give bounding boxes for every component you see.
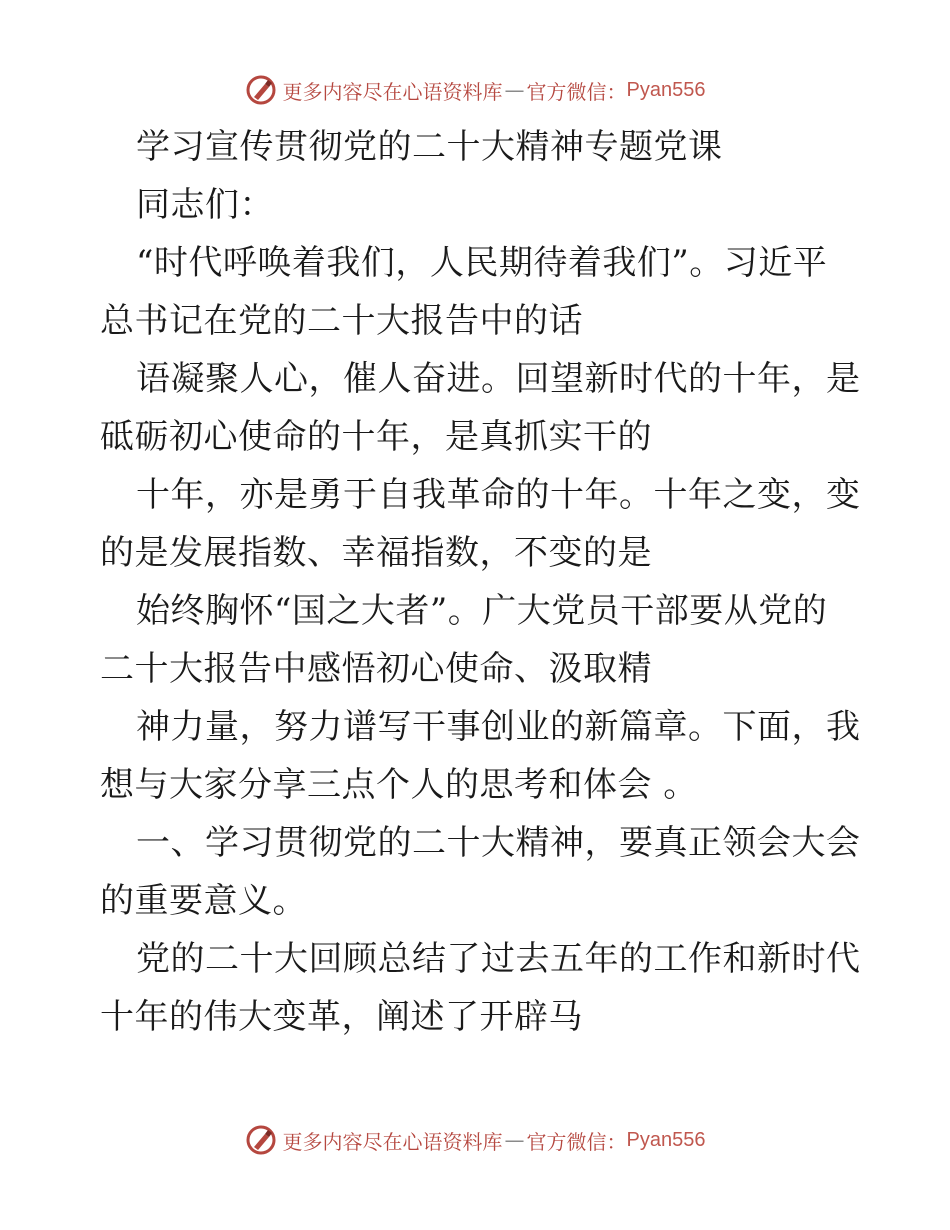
watermark-text: 更多内容尽在心语资料库 [282, 1129, 503, 1154]
document-title: 学习宣传贯彻党的二十大精神专题党课 [136, 127, 723, 167]
text-line: 总书记在党的二十大报告中的话 [100, 301, 583, 341]
text-line: “时代呼唤着我们，人民期待着我们”。习近平 [136, 243, 828, 283]
text-line: 的重要意义。 [100, 881, 307, 921]
text-line: 十年，亦是勇于自我革命的十年。十年之变，变 [136, 475, 861, 515]
footer-watermark [0, 1120, 950, 1160]
text-line: 语凝聚人心，催人奋进。回望新时代的十年，是 [136, 359, 861, 399]
text-line: 的是发展指数、幸福指数，不变的是 [100, 533, 652, 573]
text-line: 神力量，努力谱写干事创业的新篇章。下面，我 [136, 707, 861, 747]
text-line: 想与大家分享三点个人的思考和体会 。 [100, 765, 698, 805]
text-line: 十年的伟大变革，阐述了开辟马 [100, 997, 583, 1037]
watermark-dash: — [504, 78, 525, 102]
pen-logo-icon [245, 1124, 277, 1156]
text-line: 二十大报告中感悟初心使命、汲取精 [100, 649, 652, 689]
text-line: 一、学习贯彻党的二十大精神，要真正领会大会 [136, 823, 861, 863]
text-line: 砥砺初心使命的十年，是真抓实干的 [100, 417, 652, 457]
text-line: 始终胸怀“国之大者”。广大党员干部要从党的 [136, 591, 828, 631]
text-line: 党的二十大回顾总结了过去五年的工作和新时代 [136, 939, 861, 979]
watermark-handle: Pyan556 [626, 78, 706, 101]
watermark-label: 官方微信： [526, 79, 627, 104]
text-line: 同志们： [136, 185, 274, 225]
watermark-dash: — [504, 1128, 525, 1152]
watermark-text: 更多内容尽在心语资料库 [282, 79, 503, 104]
pen-logo-icon [245, 74, 277, 106]
watermark-handle: Pyan556 [626, 1128, 706, 1151]
document-body [100, 118, 860, 1046]
watermark-label: 官方微信： [526, 1129, 627, 1154]
header-watermark [0, 70, 950, 110]
